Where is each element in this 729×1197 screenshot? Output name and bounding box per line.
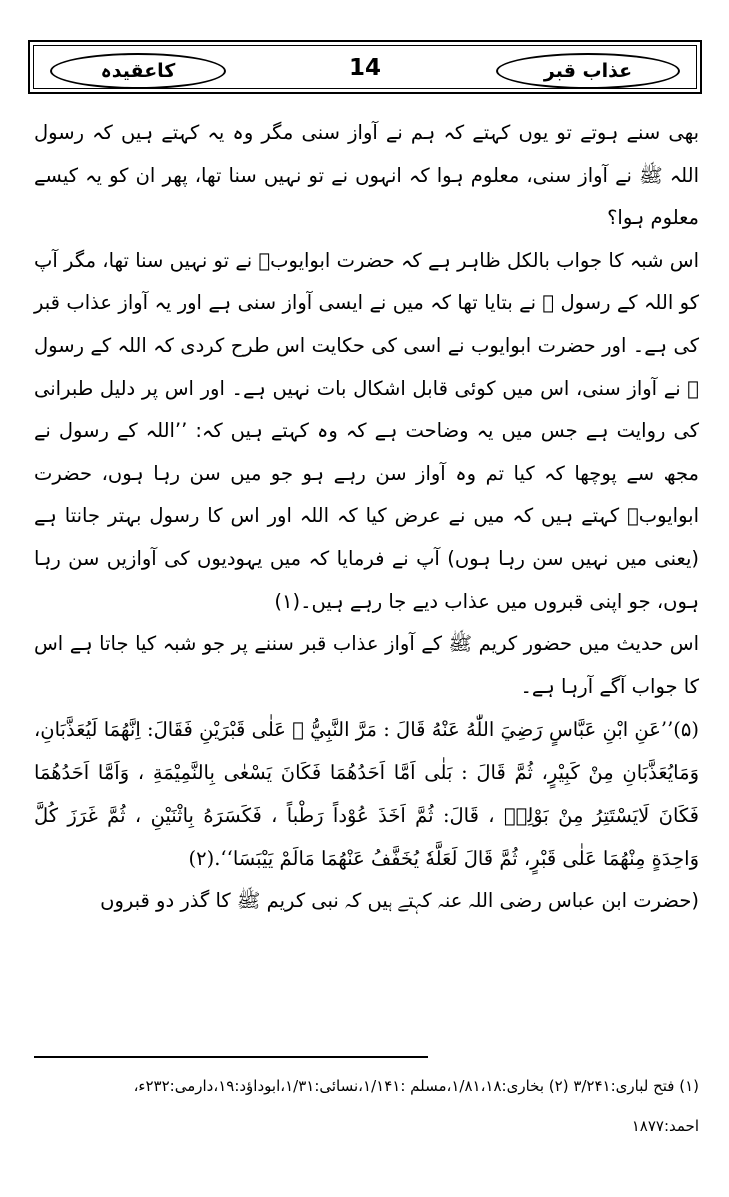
hadith-arabic: (۵)’’عَنِ ابْنِ عَبَّاسٍ رَضِيَ اللّٰهُ عَنْهُ قَالَ : مَرَّ النَّبِيُّ ﷺ عَلٰى قَبْرَيْنِ فَقَالَ: اِنَّهُمَا لَيُعَذَّبَانِ، وَمَايُعَذَّبَانِ مِنْ كَبِيْرٍ، ثُمَّ قَالَ : بَلٰى اَمَّا اَحَدُهُمَا فَكَانَ يَسْعٰى بِالنَّمِيْمَةِ ، وَاَمَّا اَحَدُهُمَا فَكَانَ لَايَسْتَتِرُ مِنْ بَوْلِهٖ ، قَالَ: ثُمَّ اَخَذَ عُوْداً رَطْباً ، فَكَسَرَهُ بِاثْنَيْنِ ، ثُمَّ غَرَزَ كُلَّ وَاحِدَةٍ مِنْهُمَا عَلٰى قَبْرٍ، ثُمَّ قَالَ لَعَلَّهٗ يُخَفَّفُ عَنْهُمَا مَالَمْ يَيْبَسَا‘‘.(۲) — [34, 718, 699, 871]
book-title-left: کاعقیدہ — [100, 60, 176, 82]
paragraph-1: بھی سنے ہوتے تو یوں کہتے کہ ہم نے آواز سنی مگر وہ یہ کہتے ہیں کہ رسول اللہ ﷺ نے آواز سنی، معلوم ہوا کہ انہوں نے تو نہیں سنا تھا، پھر ان کو یہ کیسے معلوم ہوا؟ — [34, 121, 699, 230]
page-number: 14 — [348, 55, 381, 81]
page-header — [28, 40, 702, 94]
body-text — [34, 112, 699, 923]
paragraph-3: اس حدیث میں حضور کریم ﷺ کے آواز عذاب قبر سننے پر جو شبہ کیا جاتا ہے اس کا جواب آگے آرہا ہے۔ — [34, 632, 699, 698]
footnote-line-2: احمد:۱۸۷۷ — [631, 1117, 699, 1135]
chapter-title-right: عذاب قبر — [543, 60, 633, 82]
paragraph-last: (حضرت ابن عباس رضی اللہ عنہ کہتے ہیں کہ نبی کریم ﷺ کا گذر دو قبروں — [100, 889, 699, 913]
footnote-line-1: (۱) فتح لباری:۳/۲۴۱ (۲) بخاری:۱/۸۱،۱۸،مسلم :۱/۱۴۱،نسائی:۱/۳۱،ابوداؤد:۱۹،دارمی:۲۳۲ء، — [133, 1077, 699, 1095]
chapter-title-pill — [496, 53, 680, 89]
paragraph-2: اس شبہ کا جواب بالکل ظاہر ہے کہ حضرت ابوایوبؓ نے تو نہیں سنا تھا، مگر آپ کو اللہ کے رسول ﷺ نے بتایا تھا کہ میں نے ایسی آواز سنی ہے اور یہ آواز عذاب قبر کی ہے۔ اور حضرت ابوایوب نے اسی کی حکایت اس طرح کردی کہ اللہ کے رسول ﷺ نے آواز سنی، اس میں کوئی قابل اشکال بات نہیں ہے۔ اور اس پر دلیل طبرانی کی روایت ہے جس میں یہ وضاحت ہے کہ وہ کہتے ہیں کہ: ’’اللہ کے رسول نے مجھ سے پوچھا کہ کیا تم وہ آواز سن رہے ہو جو میں سن رہا ہوں، حضرت ابوایوبؓ کہتے ہیں کہ میں نے عرض کیا کہ اللہ اور اس کا رسول بہتر جانتا ہے (یعنی میں نہیں سن رہا ہوں) آپ نے فرمایا کہ میں یہودیوں کی آوازیں سن رہا ہوں، جو اپنی قبروں میں عذاب دیے جا رہے ہیں۔(۱) — [34, 248, 699, 613]
footnotes — [34, 1066, 699, 1146]
footnote-divider — [34, 1056, 428, 1058]
